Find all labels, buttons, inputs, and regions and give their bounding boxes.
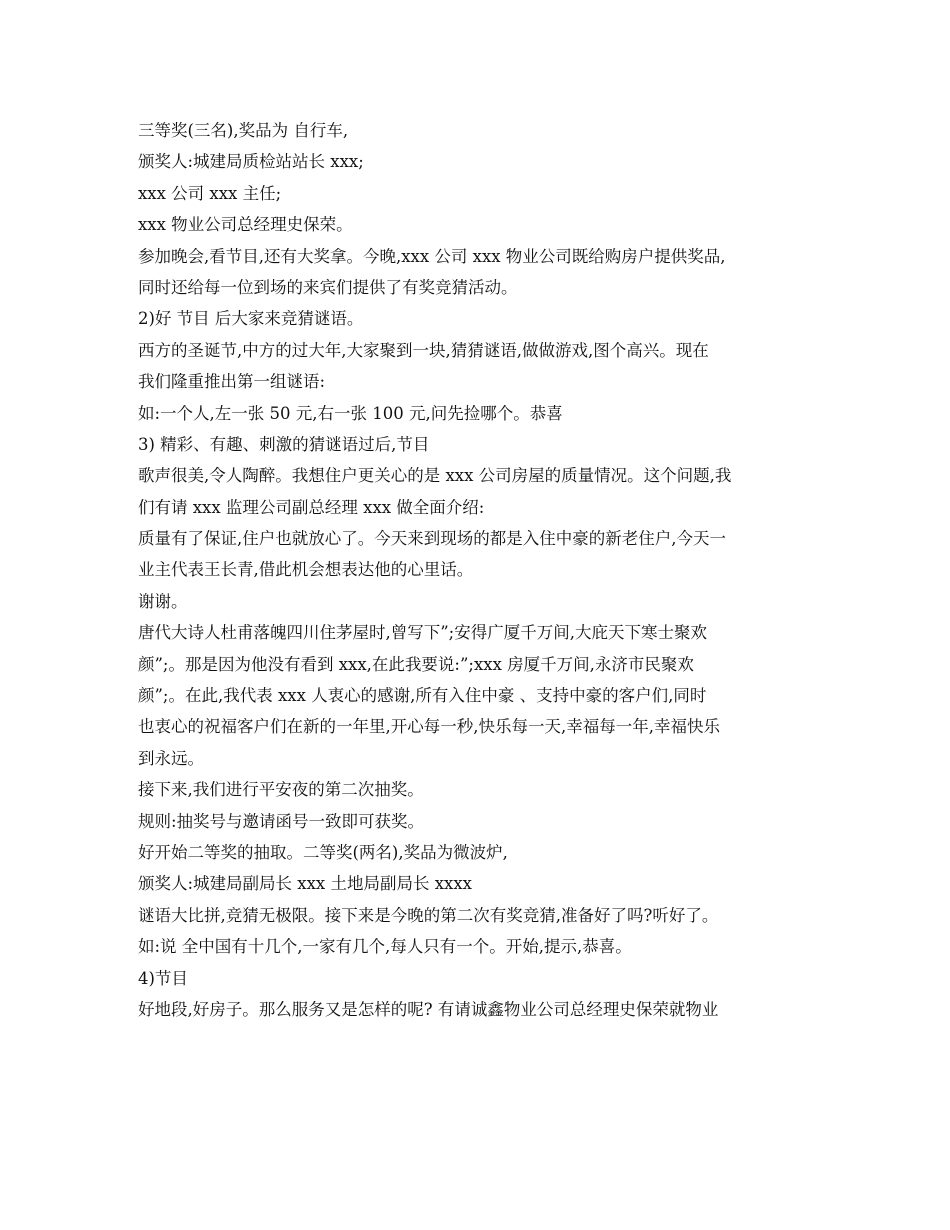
- text-line: 如:说 全中国有十几个,一家有几个,每人只有一个。开始,提示,恭喜。: [138, 937, 632, 957]
- text-line: 3) 精彩、有趣、刺激的猜谜语过后,节目: [138, 434, 430, 454]
- text-line: 颜”;。那是因为他没有看到 xxx,在此我要说:”;xxx 房厦千万间,永济市民聚欢: [138, 654, 694, 674]
- text-line: 颜”;。在此,我代表 xxx 人衷心的感谢,所有入住中豪 、支持中豪的客户们,同时: [138, 686, 707, 706]
- text-line: 参加晚会,看节目,还有大奖拿。今晚,xxx 公司 xxx 物业公司既给购房户提供奖品,: [138, 246, 726, 266]
- text-line: 唐代大诗人杜甫落魄四川住茅屋时,曾写下”;安得广厦千万间,大庇天下寒士聚欢: [138, 623, 707, 643]
- text-line: 谜语大比拼,竞猜无极限。接下来是今晚的第二次有奖竞猜,准备好了吗?听好了。: [138, 905, 719, 925]
- text-line: 颁奖人:城建局质检站站长 xxx;: [138, 152, 364, 172]
- text-line: 好地段,好房子。那么服务又是怎样的呢? 有请诚鑫物业公司总经理史保荣就物业: [138, 999, 719, 1019]
- text-line: 颁奖人:城建局副局长 xxx 土地局副局长 xxxx: [138, 874, 472, 894]
- text-line: 质量有了保证,住户也就放心了。今天来到现场的都是入住中豪的新老住户,今天一: [138, 529, 726, 549]
- text-line: xxx 公司 xxx 主任;: [138, 183, 282, 203]
- text-line: 规则:抽奖号与邀请函号一致即可获奖。: [138, 811, 425, 831]
- text-line: 也衷心的祝福客户们在新的一年里,开心每一秒,快乐每一天,幸福每一年,幸福快乐: [138, 717, 720, 737]
- text-line: 好开始二等奖的抽取。二等奖(两名),奖品为微波炉,: [138, 842, 508, 862]
- text-line: 我们隆重推出第一组谜语:: [138, 372, 326, 392]
- text-line: xxx 物业公司总经理史保荣。: [138, 215, 353, 235]
- text-line: 4)节目: [138, 968, 188, 988]
- text-line: 如:一个人,左一张 50 元,右一张 100 元,问先捡哪个。恭喜: [138, 403, 563, 423]
- text-line: 谢谢。: [138, 591, 188, 611]
- text-line: 到永远。: [138, 748, 204, 768]
- text-line: 们有请 xxx 监理公司副总经理 xxx 做全面介绍:: [138, 497, 485, 517]
- document-body: [138, 115, 814, 1025]
- text-line: 三等奖(三名),奖品为 自行车,: [138, 121, 349, 140]
- text-line: 同时还给每一位到场的来宾们提供了有奖竞猜活动。: [138, 277, 518, 297]
- text-line: 西方的圣诞节,中方的过大年,大家聚到一块,猜猜谜语,做做游戏,图个高兴。现在: [138, 340, 709, 360]
- text-line: 业主代表王长青,借此机会想表达他的心里话。: [138, 560, 474, 580]
- text-line: 歌声很美,令人陶醉。我想住户更关心的是 xxx 公司房屋的质量情况。这个问题,我: [138, 466, 732, 486]
- text-line: 接下来,我们进行平安夜的第二次抽奖。: [138, 780, 424, 800]
- text-line: 2)好 节目 后大家来竞猜谜语。: [138, 309, 364, 329]
